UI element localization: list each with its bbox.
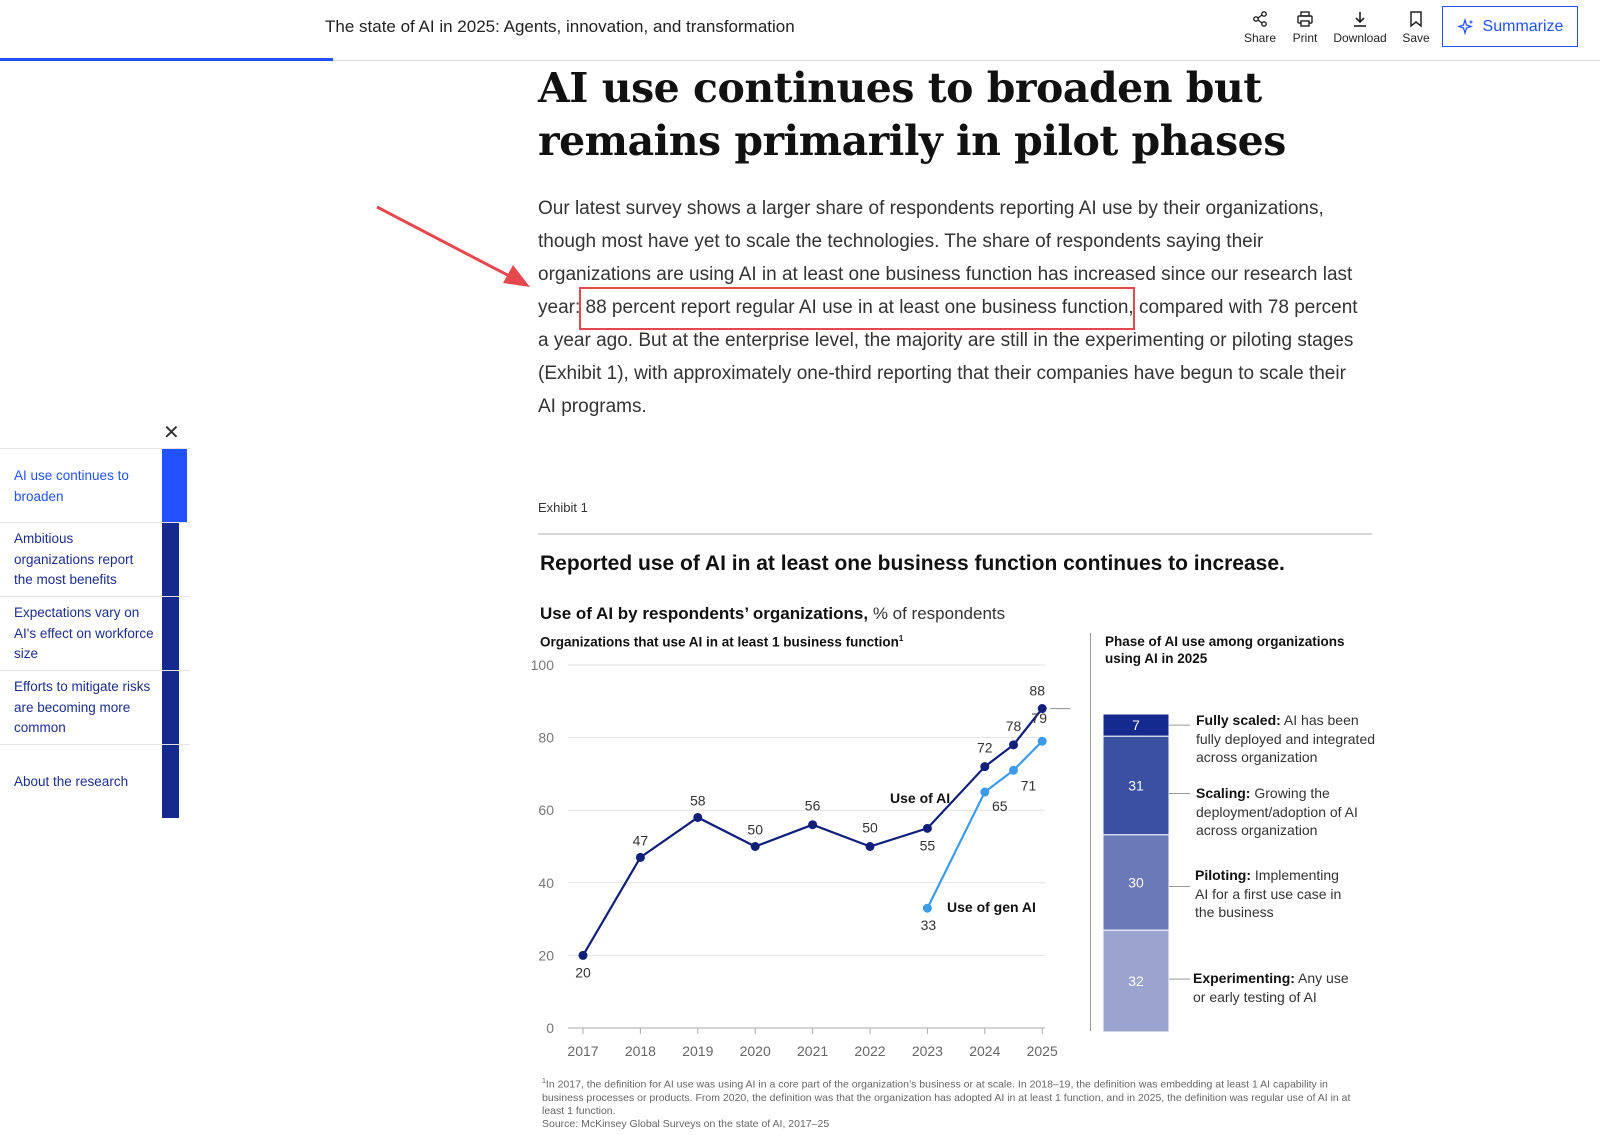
series-line: [583, 709, 1042, 956]
toc-item-ai-use[interactable]: [0, 448, 190, 522]
top-bar: [0, 0, 1600, 61]
data-point: [980, 762, 989, 771]
footnote: [542, 1075, 1352, 1131]
download-label: Download: [1333, 31, 1387, 45]
chart-heading: [540, 634, 903, 650]
phase-piloting: [1195, 866, 1355, 922]
section-heading: AI use continues to broaden but remains primarily in pilot phases: [538, 64, 1286, 165]
data-label: 47: [632, 832, 649, 849]
exhibit-divider: [538, 533, 1372, 535]
toc-indicator: [162, 745, 179, 818]
save-button[interactable]: [1388, 10, 1444, 45]
exhibit-title: Reported use of AI in at least one business function continues to increase.: [540, 552, 1285, 575]
exhibit-label: Exhibit 1: [538, 500, 588, 515]
toc-item-label: About the research: [14, 774, 129, 789]
toc-item-risks[interactable]: [0, 670, 190, 744]
x-tick-label: 2023: [911, 1043, 943, 1059]
print-label: Print: [1292, 31, 1318, 45]
save-label: Save: [1402, 31, 1430, 45]
data-point: [579, 951, 588, 960]
toc-item-about[interactable]: [0, 744, 190, 818]
toc-item-label: Ambitious organizations report the most benefits: [14, 531, 134, 587]
x-tick-label: 2022: [854, 1043, 886, 1059]
data-point: [1009, 766, 1018, 775]
share-label: Share: [1243, 31, 1277, 45]
data-label: 78: [1005, 717, 1022, 734]
body-paragraph: Our latest survey shows a larger share of respondents reporting AI use by their organizations, though most have yet to scale the technologies. The share of respondents saying their organizations are using AI in at least one business function has increased since our research last year: 88 percent report regular AI use in at least one business function, compared with 78 percent a year ago. But at the enterprise level, the majority are still in the experimenting or piloting stages (Exhibit 1), with approximately one-third reporting that their companies have begun to scale their AI programs.: [538, 198, 1358, 417]
data-label: 58: [690, 792, 706, 809]
x-tick-label: 2018: [624, 1043, 656, 1059]
toc-indicator: [162, 523, 179, 596]
phase-experimenting: [1193, 969, 1363, 1006]
footnote-text: $^1$In 2017, the definition for AI use was using AI in a core part of the organization’s business or at scale. In 2018–19, the definition was embedding at least 1 AI capability in business processes or products. From 2020, the definition was that the organization has adopted AI in at least 1 function, and in 2025, the definition was regular use of AI in at least 1 function.: [542, 1078, 1351, 1117]
data-point: [636, 853, 645, 862]
table-of-contents: [0, 448, 190, 818]
data-label: 72: [977, 739, 993, 756]
toc-indicator: [162, 671, 179, 744]
share-icon: [1251, 10, 1269, 28]
x-tick-label: 2021: [797, 1043, 829, 1059]
exhibit-subtitle: [540, 604, 1005, 624]
data-label: 71: [1020, 777, 1037, 794]
footnote-body: In 2017, the definition for AI use was using AI in a core part of the organization’s business or at scale. In 2018–19, the definition was embedding at least 1 AI capability in business processes or products. From 2020, the definition was that the organization has adopted AI in at least 1 function, and in 2025, the definition was regular use of AI in at least 1 function.: [542, 1078, 1351, 1117]
data-point: [1009, 740, 1018, 749]
phase-name: Scaling:: [1196, 785, 1251, 801]
phase-name: Piloting:: [1195, 867, 1251, 883]
data-label: 56: [804, 797, 821, 814]
data-point: [693, 813, 702, 822]
x-tick-label: 2025: [1026, 1043, 1058, 1059]
data-point: [751, 842, 760, 851]
toc-item-label: Efforts to mitigate risks are becoming more common: [14, 679, 151, 735]
y-tick-label: 60: [538, 802, 554, 819]
summarize-button[interactable]: [1442, 6, 1578, 47]
phase-text: Any use or early testing of AI: [1193, 970, 1349, 1005]
close-icon[interactable]: ✕: [163, 422, 180, 444]
series-label-ai: Use of AI: [890, 789, 951, 806]
phase-text: Growing the deployment/adoption of AI across organization: [1196, 785, 1358, 838]
toc-item-ambitious[interactable]: [0, 522, 190, 596]
y-tick-label: 100: [530, 657, 554, 673]
phase-bar-chart: [1040, 690, 1190, 1040]
data-point: [808, 820, 817, 829]
toc-item-expectations[interactable]: [0, 596, 190, 670]
data-point: [866, 842, 875, 851]
x-tick-label: 2019: [682, 1043, 714, 1059]
y-tick-label: 80: [538, 729, 554, 746]
toc-active-indicator: [162, 449, 187, 522]
phase-value-label: 32: [1128, 973, 1144, 990]
print-icon: [1296, 10, 1314, 28]
phase-scaling: [1196, 784, 1366, 840]
data-label: 20: [575, 964, 591, 981]
line-chart: [530, 650, 1070, 1070]
sparkle-icon: [1457, 18, 1475, 36]
phase-name: Fully scaled:: [1196, 712, 1281, 728]
highlight-box: [579, 287, 1135, 330]
chart-heading-sup: 1: [898, 634, 904, 643]
document-title: The state of AI in 2025: Agents, innovation, and transformation: [325, 17, 795, 36]
data-label: 79: [1031, 710, 1047, 727]
exhibit-subtitle-bold: Use of AI by respondents’ organizations,: [540, 604, 869, 623]
bookmark-icon: [1407, 10, 1425, 28]
download-icon: [1351, 10, 1369, 28]
exhibit-subtitle-unit: % of respondents: [868, 604, 1006, 623]
download-button[interactable]: [1332, 10, 1388, 45]
y-tick-label: 0: [546, 1020, 554, 1036]
chart-heading-text: Organizations that use AI in at least 1 business function: [540, 634, 899, 650]
data-point: [980, 788, 989, 797]
toc-indicator: [162, 597, 179, 670]
data-label: 88: [1029, 682, 1045, 699]
phase-text: AI has been fully deployed and integrated across organization: [1196, 712, 1376, 765]
reading-progress-bar: [0, 58, 333, 61]
phase-name: Experimenting:: [1193, 970, 1295, 986]
data-label: 50: [862, 819, 878, 836]
series-label-gen-ai: Use of gen AI: [947, 898, 1036, 915]
data-label: 55: [919, 837, 936, 854]
phase-fully-scaled: [1196, 711, 1376, 767]
phase-heading: Phase of AI use among organizations using AI in 2025: [1105, 634, 1345, 666]
x-tick-label: 2017: [567, 1043, 599, 1059]
summarize-label: Summarize: [1482, 17, 1564, 35]
data-label: 65: [992, 798, 1008, 815]
print-button[interactable]: [1277, 10, 1333, 45]
phase-value-label: 30: [1128, 874, 1144, 891]
x-tick-label: 2024: [969, 1043, 1001, 1059]
phase-value-label: 7: [1132, 717, 1140, 734]
annotation-arrow-icon: [375, 205, 535, 290]
phase-text: Implementing AI for a first use case in the business: [1195, 867, 1342, 920]
toc-item-label: Expectations vary on AI's effect on workforce size: [14, 605, 154, 661]
data-point: [923, 904, 932, 913]
y-tick-label: 20: [538, 947, 554, 964]
data-point: [923, 824, 932, 833]
y-tick-label: 40: [538, 874, 554, 891]
toc-item-label: AI use continues to broaden: [14, 468, 129, 504]
phase-value-label: 31: [1128, 777, 1144, 794]
data-label: 50: [747, 821, 763, 838]
source-text: Source: McKinsey Global Surveys on the state of AI, 2017–25: [542, 1117, 830, 1130]
x-tick-label: 2020: [739, 1043, 771, 1059]
data-label: 33: [920, 917, 937, 934]
